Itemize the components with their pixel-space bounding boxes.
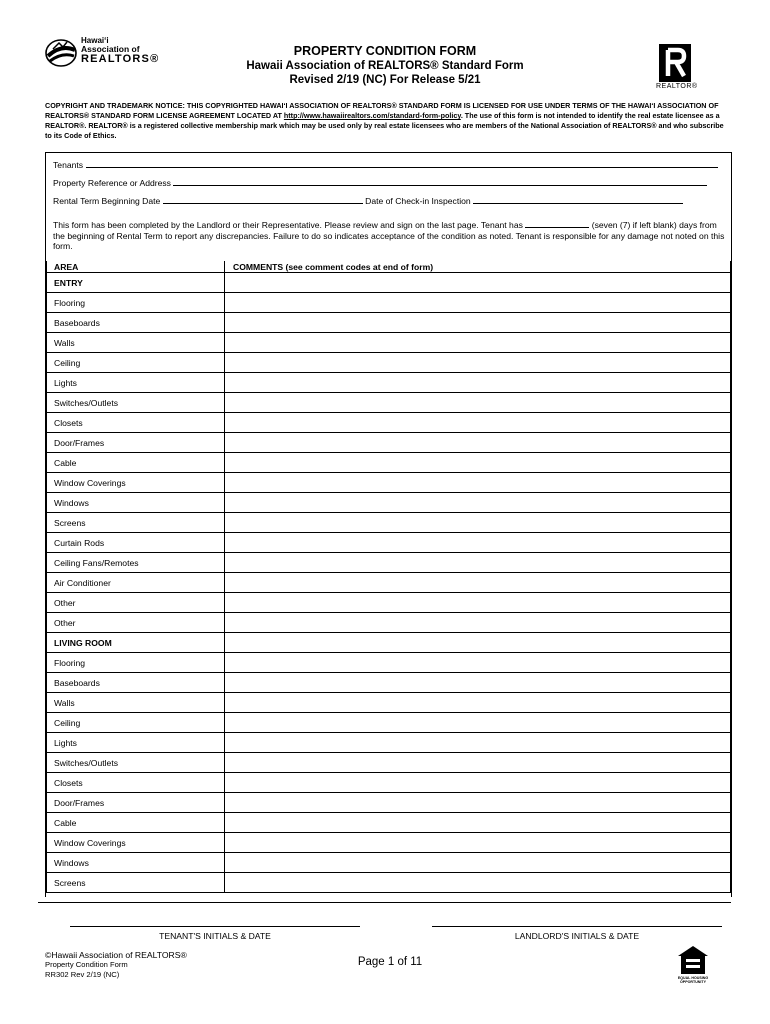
table-row: [47, 653, 731, 673]
equal-housing-text: EQUAL HOUSING OPPORTUNITY: [677, 976, 709, 984]
comment-cell[interactable]: [225, 393, 731, 413]
comment-cell[interactable]: [225, 713, 731, 733]
comment-cell[interactable]: [225, 373, 731, 393]
comment-cell[interactable]: [225, 513, 731, 533]
report-days-field[interactable]: [525, 219, 589, 228]
form-subtitle: Hawaii Association of REALTORS® Standard Form: [246, 60, 524, 72]
table-row: [47, 533, 731, 553]
comment-cell[interactable]: [225, 673, 731, 693]
table-row: [47, 753, 731, 773]
checklist-body: [47, 273, 731, 893]
table-row: [47, 313, 731, 333]
property-label: Property Reference or Address: [53, 178, 171, 188]
table-row: [47, 293, 731, 313]
table-row: [47, 353, 731, 373]
comment-cell[interactable]: [225, 413, 731, 433]
comment-cell[interactable]: [225, 473, 731, 493]
footer-copyright: ©Hawaii Association of REALTORS®: [45, 950, 187, 960]
comment-cell[interactable]: [225, 313, 731, 333]
logo-line-2: Association of: [81, 44, 140, 54]
area-label: Door/Frames: [47, 793, 225, 813]
comment-cell[interactable]: [225, 493, 731, 513]
area-label: Ceiling Fans/Remotes: [47, 553, 225, 573]
realtor-mark-text: REALTOR®: [656, 83, 698, 90]
table-row: [47, 613, 731, 633]
area-label: Ceiling: [47, 353, 225, 373]
area-label: Screens: [47, 513, 225, 533]
table-row: [47, 773, 731, 793]
notice-text-1: COPYRIGHT AND TRADEMARK NOTICE: THIS COPYRIGHTED HAWAI‘I ASSOCIATION OF REALTORS® STANDARD FORM IS LICENSED FOR USE UNDER TERMS OF THE HAWAI‘I ASSOCIATION OF REALTORS® STANDARD FORM LICENSE AGREEMENT LOCATED AT: [45, 101, 719, 120]
table-header-row: [47, 261, 731, 273]
area-label: Curtain Rods: [47, 533, 225, 553]
table-row: [47, 833, 731, 853]
comment-cell[interactable]: [225, 333, 731, 353]
area-label: Window Coverings: [47, 833, 225, 853]
table-row: [47, 433, 731, 453]
standard-form-policy-link[interactable]: http://www.hawaiirealtors.com/standard-form-policy: [283, 111, 461, 120]
area-label: Flooring: [47, 293, 225, 313]
comments-column-header: COMMENTS (see comment codes at end of form): [225, 261, 731, 273]
table-row: [47, 853, 731, 873]
table-row: [47, 413, 731, 433]
area-label: Cable: [47, 813, 225, 833]
footer-divider: [38, 902, 731, 903]
comment-cell[interactable]: [225, 433, 731, 453]
table-row: [47, 493, 731, 513]
area-label: Walls: [47, 333, 225, 353]
table-row: [47, 873, 731, 893]
realtor-r-icon: [659, 44, 691, 82]
landlord-initials-block: [432, 915, 722, 941]
tenants-field[interactable]: [86, 159, 718, 168]
logo-text: [81, 36, 159, 64]
tenants-line: [53, 159, 718, 170]
landlord-initials-field[interactable]: [432, 926, 722, 927]
area-label: Screens: [47, 873, 225, 893]
area-label: Windows: [47, 493, 225, 513]
table-row: [47, 333, 731, 353]
footer-form-name: Property Condition Form: [45, 960, 128, 969]
area-label: Baseboards: [47, 313, 225, 333]
table-row: [47, 373, 731, 393]
section-heading: ENTRY: [47, 273, 225, 293]
table-row: [47, 273, 731, 293]
table-row: [47, 513, 731, 533]
rental-term-label: Rental Term Beginning Date: [53, 196, 161, 206]
area-label: Air Conditioner: [47, 573, 225, 593]
checkin-label: Date of Check-in Inspection: [365, 196, 471, 206]
area-label: Ceiling: [47, 713, 225, 733]
comment-cell[interactable]: [225, 833, 731, 853]
table-row: [47, 553, 731, 573]
comment-cell[interactable]: [225, 773, 731, 793]
area-label: Closets: [47, 413, 225, 433]
comment-cell[interactable]: [225, 753, 731, 773]
tenants-label: Tenants: [53, 160, 84, 170]
comment-cell[interactable]: [225, 613, 731, 633]
copyright-notice: [45, 101, 725, 141]
form-instructions: [53, 219, 725, 252]
table-row: [47, 453, 731, 473]
condition-checklist-table: [46, 261, 731, 893]
table-row: [47, 393, 731, 413]
table-row: [47, 473, 731, 493]
table-row: [47, 593, 731, 613]
table-row: [47, 693, 731, 713]
comment-cell[interactable]: [225, 573, 731, 593]
comment-cell[interactable]: [225, 733, 731, 753]
comment-cell[interactable]: [225, 593, 731, 613]
instructions-text-1: This form has been completed by the Landlord or their Representative. Please review and sign on the last page. Tenant has: [53, 220, 523, 230]
area-label: Window Coverings: [47, 473, 225, 493]
form-revision: Revised 2/19 (NC) For Release 5/21: [289, 74, 481, 86]
tenant-initials-field[interactable]: [70, 926, 360, 927]
area-column-header: AREA: [47, 261, 225, 273]
property-line: [53, 177, 707, 188]
tenant-initials-label: TENANT'S INITIALS & DATE: [159, 931, 271, 941]
wave-logo-icon: [45, 36, 79, 70]
table-row: [47, 633, 731, 653]
comment-cell[interactable]: [225, 293, 731, 313]
comment-cell: [225, 633, 731, 653]
comment-cell: [225, 273, 731, 293]
checkin-date-field[interactable]: [473, 195, 683, 204]
logo-line-3: REALTORS®: [81, 53, 160, 65]
property-condition-form: [45, 152, 732, 897]
table-row: [47, 713, 731, 733]
hawaii-realtors-logo: [45, 36, 165, 72]
table-row: [47, 673, 731, 693]
comment-cell[interactable]: [225, 813, 731, 833]
area-label: Walls: [47, 693, 225, 713]
area-label: Other: [47, 593, 225, 613]
page-number: Page 1 of 11: [357, 956, 423, 968]
landlord-initials-label: LANDLORD'S INITIALS & DATE: [514, 931, 640, 941]
comment-cell[interactable]: [225, 853, 731, 873]
comment-cell[interactable]: [225, 653, 731, 673]
table-row: [47, 793, 731, 813]
realtor-logo: [656, 44, 706, 92]
property-address-field[interactable]: [173, 177, 707, 186]
table-row: [47, 813, 731, 833]
form-title: PROPERTY CONDITION FORM: [293, 44, 477, 58]
area-label: Windows: [47, 853, 225, 873]
area-label: Switches/Outlets: [47, 753, 225, 773]
area-label: Lights: [47, 733, 225, 753]
comment-cell[interactable]: [225, 873, 731, 893]
dates-line: [53, 195, 683, 206]
equal-housing-logo: [676, 944, 710, 984]
area-label: Door/Frames: [47, 433, 225, 453]
comment-cell[interactable]: [225, 533, 731, 553]
form-header: [180, 44, 590, 88]
area-label: Lights: [47, 373, 225, 393]
area-label: Baseboards: [47, 673, 225, 693]
comment-cell[interactable]: [225, 453, 731, 473]
section-heading: LIVING ROOM: [47, 633, 225, 653]
table-row: [47, 733, 731, 753]
area-label: Closets: [47, 773, 225, 793]
notice-text-2: . The use of this form is not intended to identify the real estate licensee as a REALTOR®. REALTOR® is a registered collective membership mark which may be used only by real estate licensees who are members of the National Association of REALTORS® and who subscribe to its Code of Ethics.: [45, 111, 724, 140]
comment-cell[interactable]: [225, 353, 731, 373]
instructions-text-2: (seven (7) if left blank) days from the beginning of Rental Term to report any discrepancies. Failure to do so indicates acceptance of the condition as noted. Tenant is responsible for any damage not noted on this form.: [53, 220, 725, 251]
footer-info: [45, 950, 187, 980]
area-label: Other: [47, 613, 225, 633]
equal-housing-icon: [676, 944, 710, 976]
comment-cell[interactable]: [225, 693, 731, 713]
tenant-initials-block: [70, 915, 360, 941]
rental-term-date-field[interactable]: [163, 195, 363, 204]
area-label: Switches/Outlets: [47, 393, 225, 413]
area-label: Cable: [47, 453, 225, 473]
logo-line-1: Hawai‘i: [81, 36, 109, 45]
comment-cell[interactable]: [225, 553, 731, 573]
area-label: Flooring: [47, 653, 225, 673]
table-row: [47, 573, 731, 593]
footer-form-code: RR302 Rev 2/19 (NC): [45, 970, 120, 979]
comment-cell[interactable]: [225, 793, 731, 813]
